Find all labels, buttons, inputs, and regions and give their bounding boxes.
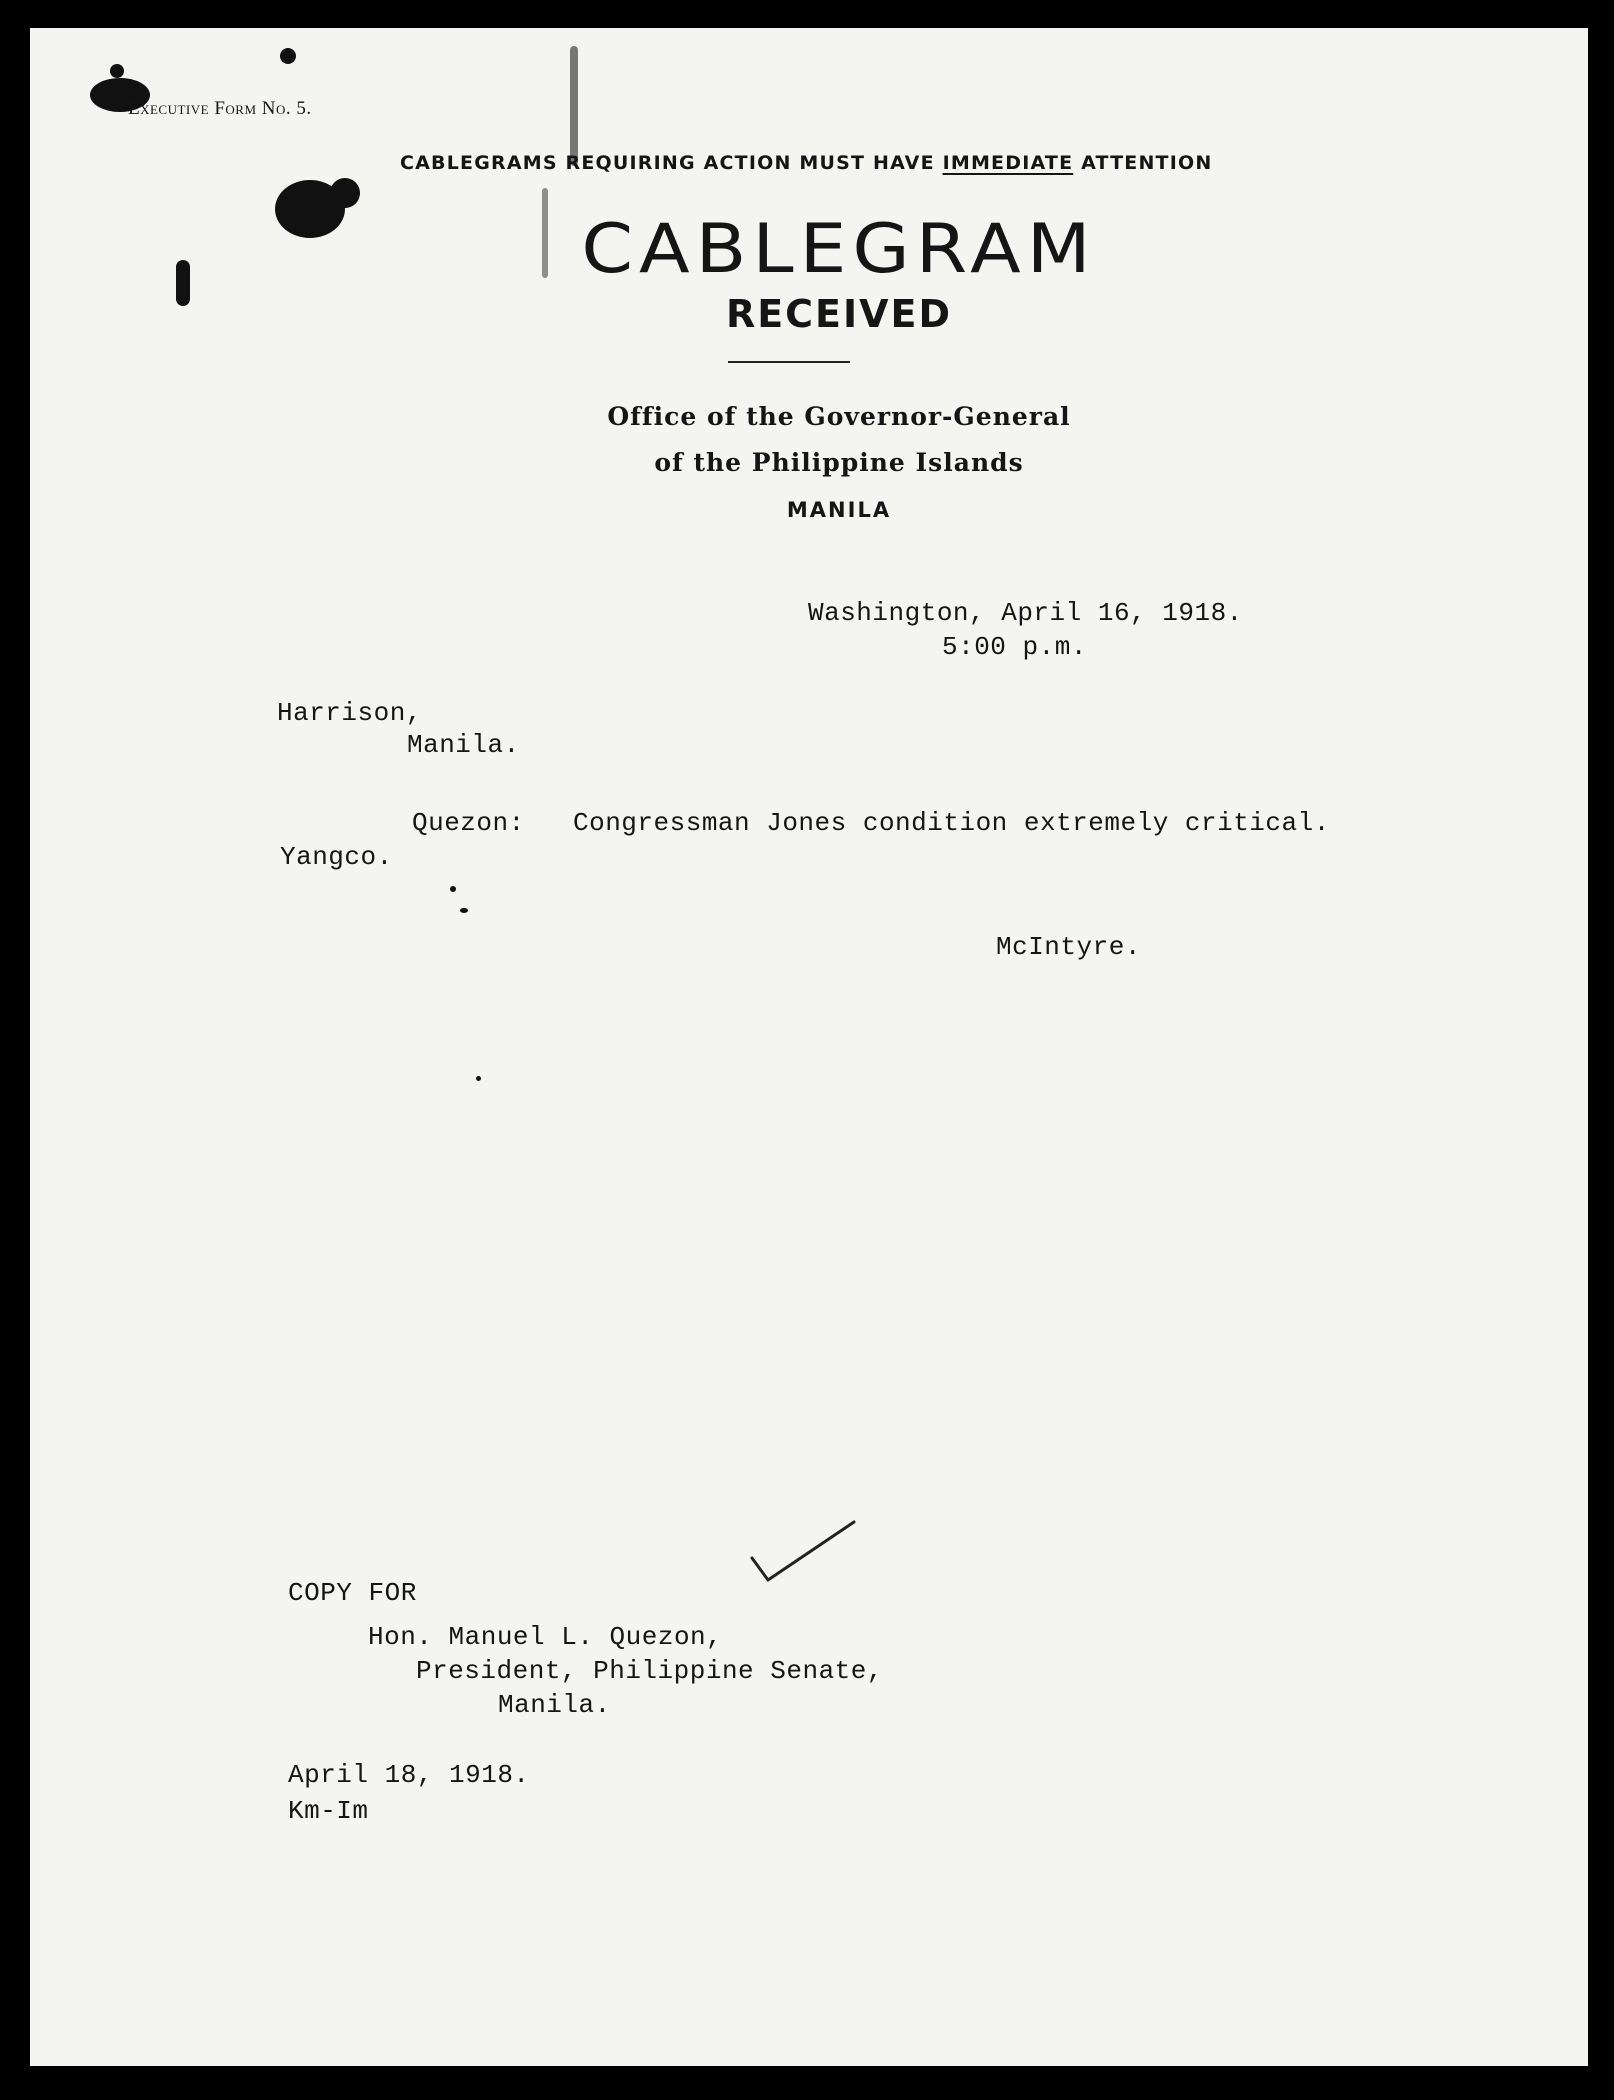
attention-warning: [400, 152, 1260, 174]
ink-blot: [570, 46, 578, 166]
ink-blot: [280, 48, 296, 64]
copy-heading: COPY FOR: [288, 1578, 417, 1608]
ink-blot: [330, 178, 360, 208]
document-title: CABLEGRAM: [581, 209, 1097, 289]
recipient-name: Quezon:: [412, 808, 525, 838]
sent-time: 5:00 p.m.: [942, 632, 1087, 662]
ink-blot: [476, 1076, 481, 1081]
office-line-2: of the Philippine Islands: [654, 448, 1024, 477]
checkmark-icon: [748, 1518, 858, 1588]
sender-name: Yangco.: [280, 842, 393, 872]
document-subtitle: RECEIVED: [725, 292, 953, 336]
warning-text-end: ATTENTION: [1073, 152, 1213, 174]
copy-recipient-name: Hon. Manuel L. Quezon,: [368, 1622, 723, 1652]
cablegram-document: [30, 28, 1588, 2066]
typist-initials: Km-Im: [288, 1796, 369, 1826]
copy-date: April 18, 1918.: [288, 1760, 530, 1790]
origin-date: Washington, April 16, 1918.: [808, 598, 1243, 628]
office-city: MANILA: [786, 498, 892, 522]
message-body: Congressman Jones condition extremely critical.: [573, 808, 1330, 838]
addressee-city: Manila.: [407, 730, 520, 760]
office-line-1: Office of the Governor-General: [607, 402, 1071, 431]
addressee: Harrison,: [277, 698, 422, 728]
copy-recipient-city: Manila.: [498, 1690, 611, 1720]
ink-blot: [460, 908, 468, 913]
copy-recipient-title: President, Philippine Senate,: [416, 1656, 883, 1686]
warning-emphasis: IMMEDIATE: [942, 152, 1074, 174]
ink-blot: [110, 64, 124, 78]
ink-blot: [450, 886, 456, 892]
signature: McIntyre.: [996, 932, 1141, 962]
form-number: Executive Form No. 5.: [128, 98, 312, 119]
warning-text-start: CABLEGRAMS REQUIRING ACTION MUST HAVE: [400, 152, 943, 174]
divider-rule: [728, 361, 850, 363]
